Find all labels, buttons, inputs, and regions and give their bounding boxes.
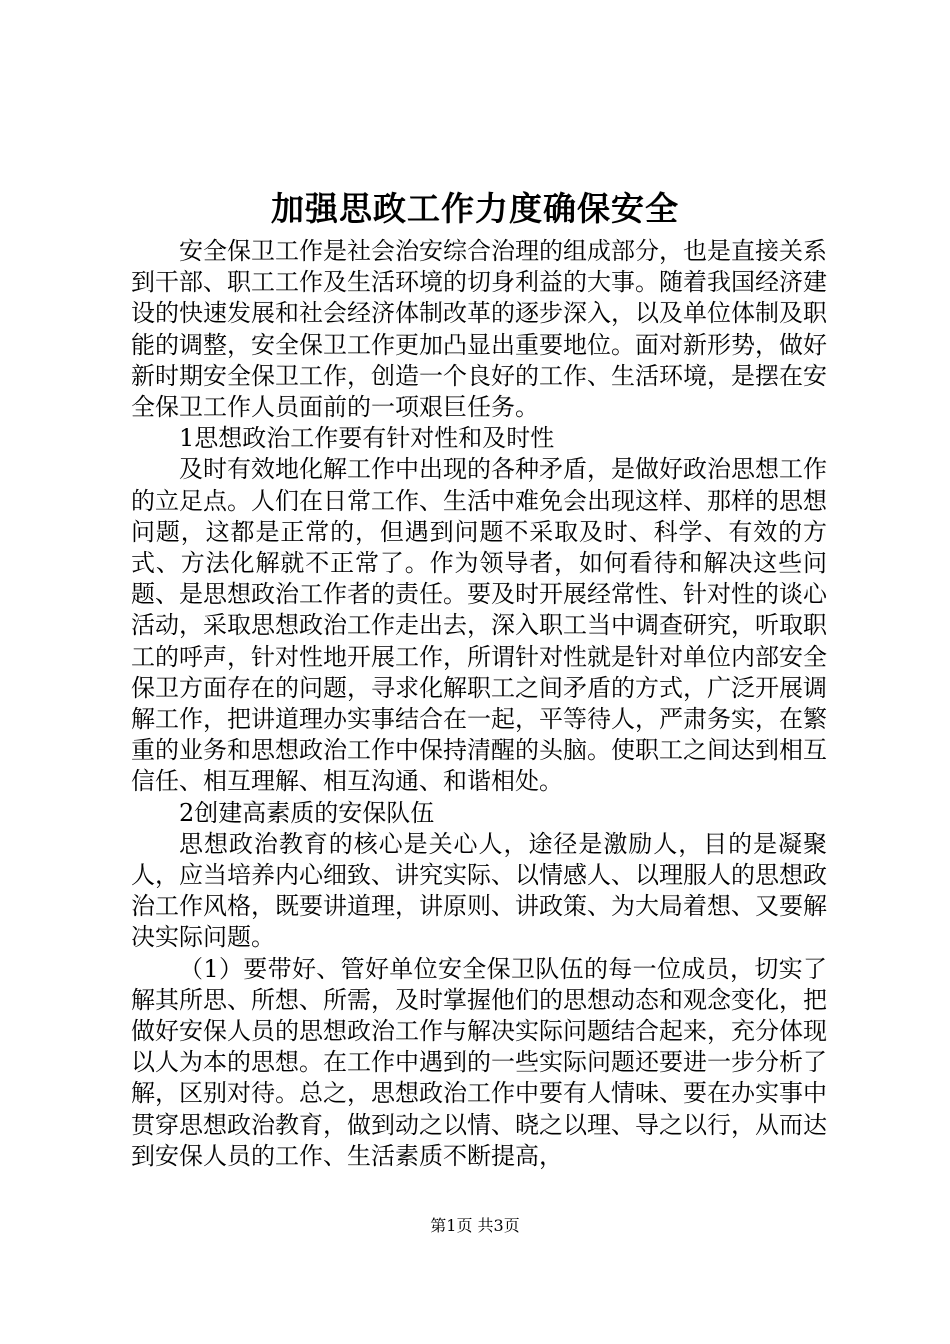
- document-title: 加强思政工作力度确保安全: [271, 189, 679, 228]
- paragraph-section-2: 思想政治教育的核心是关心人，途径是激励人，目的是凝聚人，应当培养内心细致、讲究实际、以情感人、以理服人的思想政治工作风格，既要讲道理，讲原则、讲政策、为大局着想、又要解决实际问题。: [131, 829, 827, 952]
- section-heading-1: 1思想政治工作要有针对性和及时性: [179, 424, 555, 453]
- section-heading-2: 2创建高素质的安保队伍: [179, 798, 435, 827]
- paragraph-section-1: 及时有效地化解工作中出现的各种矛盾，是做好政治思想工作的立足点。人们在日常工作、生活中难免会出现这样、那样的思想问题，这都是正常的，但遇到问题不采取及时、科学、有效的方式、方法化解就不正常了。作为领导者，如何看待和解决这些问题、是思想政治工作者的责任。要及时开展经常性、针对性的谈心活动，采取思想政治工作走出去，深入职工当中调查研究，听取职工的呼声，针对性地开展工作，所谓针对性就是针对单位内部安全保卫方面存在的问题，寻求化解职工之间矛盾的方式，广泛开展调解工作，把讲道理办实事结合在一起，平等待人，严肃务实，在繁重的业务和思想政治工作中保持清醒的头脑。使职工之间达到相互信任、相互理解、相互沟通、和谐相处。: [131, 455, 827, 796]
- paragraph-intro: 安全保卫工作是社会治安综合治理的组成部分，也是直接关系到干部、职工工作及生活环境的切身利益的大事。随着我国经济建设的快速发展和社会经济体制改革的逐步深入，以及单位体制及职能的调整，安全保卫工作更加凸显出重要地位。面对新形势，做好新时期安全保卫工作，创造一个良好的工作、生活环境，是摆在安全保卫工作人员面前的一项艰巨任务。: [131, 237, 827, 422]
- page-footer: 第1页 共3页: [430, 1216, 520, 1235]
- document-body: [131, 236, 827, 1172]
- paragraph-item-1: （1）要带好、管好单位安全保卫队伍的每一位成员，切实了解其所思、所想、所需，及时掌握他们的思想动态和观念变化，把做好安保人员的思想政治工作与解决实际问题结合起来，充分体现以人为本的思想。在工作中遇到的一些实际问题还要进一步分析了解，区别对待。总之，思想政治工作中要有人情味、要在办实事中贯穿思想政治教育，做到动之以情、晓之以理、导之以行，从而达到安保人员的工作、生活素质不断提高，: [131, 954, 827, 1170]
